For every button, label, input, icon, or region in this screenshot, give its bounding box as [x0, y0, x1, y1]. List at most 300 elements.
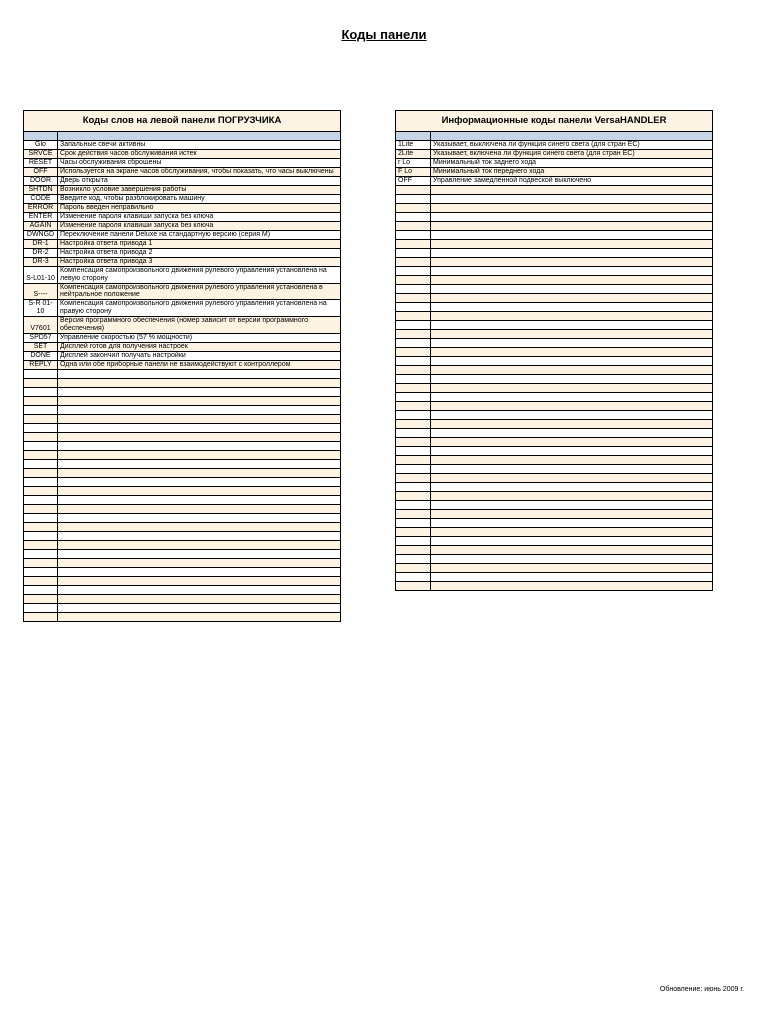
table-row [396, 339, 713, 348]
table-row [24, 504, 341, 513]
description-cell [431, 483, 713, 492]
versahandler-codes-table [395, 110, 713, 591]
table-row [396, 402, 713, 411]
description-cell [431, 276, 713, 285]
code-cell: r Lo [396, 159, 431, 168]
code-cell [24, 396, 58, 405]
code-cell [24, 522, 58, 531]
description-cell: Компенсация самопроизвольного движения рулевого управления установлена в нейтральное положение [58, 283, 341, 300]
code-cell: ENTER [24, 213, 58, 222]
description-cell [431, 267, 713, 276]
table-row [24, 204, 341, 213]
code-cell [396, 402, 431, 411]
table-row [24, 486, 341, 495]
update-note: Обновление: июнь 2009 г. [659, 986, 744, 993]
description-cell [431, 240, 713, 249]
code-cell [396, 267, 431, 276]
table-row [396, 240, 713, 249]
description-cell [58, 369, 341, 378]
table-row [24, 612, 341, 621]
table-row [396, 537, 713, 546]
table-row [396, 168, 713, 177]
description-cell: Настройка ответа привода 3 [58, 258, 341, 267]
code-cell [396, 375, 431, 384]
code-cell [24, 459, 58, 468]
code-cell [396, 456, 431, 465]
code-cell: 2Lite [396, 150, 431, 159]
description-cell [58, 378, 341, 387]
description-cell [431, 384, 713, 393]
table-row [24, 258, 341, 267]
code-cell [24, 495, 58, 504]
description-cell: Используется на экране часов обслуживания, чтобы показать, что часы выключены [58, 168, 341, 177]
table-row [396, 186, 713, 195]
code-cell: DWNGD [24, 231, 58, 240]
table-row [24, 567, 341, 576]
code-cell [396, 303, 431, 312]
description-cell [58, 567, 341, 576]
code-cell [396, 330, 431, 339]
description-cell [431, 546, 713, 555]
description-cell [431, 537, 713, 546]
description-cell [431, 222, 713, 231]
description-cell [58, 495, 341, 504]
code-cell [24, 441, 58, 450]
table-row [396, 141, 713, 150]
table-row [396, 429, 713, 438]
table-row [396, 303, 713, 312]
table-row [396, 312, 713, 321]
code-cell [396, 339, 431, 348]
description-cell [58, 477, 341, 486]
table-row [396, 258, 713, 267]
code-cell [396, 465, 431, 474]
description-cell [58, 396, 341, 405]
table-row [24, 141, 341, 150]
table-row [396, 348, 713, 357]
code-cell [396, 501, 431, 510]
code-cell [24, 594, 58, 603]
description-cell [431, 312, 713, 321]
table-row [396, 564, 713, 573]
code-cell [24, 378, 58, 387]
code-cell [24, 486, 58, 495]
code-cell: F Lo [396, 168, 431, 177]
table-row [396, 222, 713, 231]
code-cell: CODE [24, 195, 58, 204]
table-row [24, 585, 341, 594]
description-cell [431, 528, 713, 537]
description-cell [58, 513, 341, 522]
table-row [24, 168, 341, 177]
description-cell [58, 450, 341, 459]
table-row [24, 213, 341, 222]
description-cell: Управление замедленной подвеской выключено [431, 177, 713, 186]
table-row [396, 438, 713, 447]
code-cell [396, 258, 431, 267]
table-row [24, 316, 341, 333]
table-row [396, 474, 713, 483]
code-cell [396, 231, 431, 240]
description-cell [431, 249, 713, 258]
table-row [24, 396, 341, 405]
page-title: Коды панели [341, 27, 427, 42]
description-cell [58, 468, 341, 477]
code-cell [24, 387, 58, 396]
table-row [396, 573, 713, 582]
description-cell [58, 531, 341, 540]
description-cell: Переключение панели Deluxe на стандартную версию (серия M) [58, 231, 341, 240]
code-cell [396, 393, 431, 402]
code-cell: DR-2 [24, 249, 58, 258]
code-cell [396, 294, 431, 303]
description-cell [431, 321, 713, 330]
description-cell [431, 348, 713, 357]
table-row [24, 468, 341, 477]
description-cell [431, 447, 713, 456]
code-cell: OFF [24, 168, 58, 177]
description-cell [431, 474, 713, 483]
description-cell: Одна или обе приборные панели не взаимодействуют с контроллером [58, 360, 341, 369]
code-cell [24, 612, 58, 621]
table-row [24, 222, 341, 231]
table-row [396, 357, 713, 366]
table-row [396, 555, 713, 564]
code-cell [396, 555, 431, 564]
table-row [396, 465, 713, 474]
description-cell [431, 285, 713, 294]
code-cell [24, 531, 58, 540]
column-header-cell [431, 132, 713, 141]
code-cell [396, 384, 431, 393]
table-row [24, 378, 341, 387]
table-row [24, 477, 341, 486]
code-cell [396, 366, 431, 375]
description-cell: Настройка ответа привода 1 [58, 240, 341, 249]
description-cell: Дверь открыта [58, 177, 341, 186]
table-row [24, 351, 341, 360]
description-cell: Часы обслуживания сброшены [58, 159, 341, 168]
table-row [24, 441, 341, 450]
description-cell: Дисплей готов для получения настроек [58, 342, 341, 351]
table-row [396, 411, 713, 420]
description-cell [58, 585, 341, 594]
column-header-row [396, 132, 713, 141]
table-row [396, 375, 713, 384]
description-cell [58, 387, 341, 396]
table-row [396, 213, 713, 222]
description-cell [431, 429, 713, 438]
description-cell [431, 555, 713, 564]
code-cell: RESET [24, 159, 58, 168]
code-cell [24, 477, 58, 486]
code-cell [24, 414, 58, 423]
table-row [24, 603, 341, 612]
description-cell [58, 594, 341, 603]
description-cell [431, 456, 713, 465]
code-cell: S-L01-10 [24, 267, 58, 284]
description-cell: Введите код, чтобы разблокировать машину [58, 195, 341, 204]
table-row [24, 531, 341, 540]
code-cell: DOOR [24, 177, 58, 186]
description-cell [431, 582, 713, 591]
code-cell [24, 504, 58, 513]
description-cell: Минимальный ток заднего хода [431, 159, 713, 168]
table-row [396, 294, 713, 303]
code-cell [396, 492, 431, 501]
table-row [24, 240, 341, 249]
table-row [24, 177, 341, 186]
table-row [396, 483, 713, 492]
table-row [396, 420, 713, 429]
description-cell [431, 186, 713, 195]
code-cell [396, 420, 431, 429]
description-cell [431, 330, 713, 339]
code-cell: SHTDN [24, 186, 58, 195]
code-cell [24, 450, 58, 459]
description-cell: Компенсация самопроизвольного движения рулевого управления установлена на правую сторону [58, 300, 341, 317]
code-cell [396, 483, 431, 492]
code-cell [396, 447, 431, 456]
table-row [24, 540, 341, 549]
description-cell [431, 294, 713, 303]
description-cell: Управление скоростью (57 % мощности) [58, 333, 341, 342]
code-cell: ERROR [24, 204, 58, 213]
code-cell: DONE [24, 351, 58, 360]
table-row [24, 369, 341, 378]
code-cell [24, 603, 58, 612]
table-row [396, 501, 713, 510]
table-row [396, 330, 713, 339]
description-cell [58, 441, 341, 450]
table-row [396, 159, 713, 168]
description-cell [58, 540, 341, 549]
table-row [396, 150, 713, 159]
code-cell: S---- [24, 283, 58, 300]
description-cell [431, 402, 713, 411]
description-cell [431, 492, 713, 501]
table-row [24, 594, 341, 603]
code-cell [24, 468, 58, 477]
table-row [24, 558, 341, 567]
table-row [24, 159, 341, 168]
code-cell: Glo [24, 141, 58, 150]
column-header-row [24, 132, 341, 141]
description-cell: Изменение пароля клавиши запуска без ключа [58, 222, 341, 231]
code-cell: V7601 [24, 316, 58, 333]
description-cell [58, 549, 341, 558]
table-row [396, 231, 713, 240]
description-cell [58, 432, 341, 441]
code-cell: OFF [396, 177, 431, 186]
code-cell [24, 585, 58, 594]
code-cell [396, 537, 431, 546]
table-row [24, 549, 341, 558]
table-row [24, 195, 341, 204]
description-cell [431, 366, 713, 375]
description-cell [58, 423, 341, 432]
description-cell [431, 231, 713, 240]
code-cell [24, 549, 58, 558]
description-cell: Возникло условие завершения работы [58, 186, 341, 195]
code-cell [396, 348, 431, 357]
code-cell [24, 567, 58, 576]
description-cell [431, 420, 713, 429]
table-row [24, 231, 341, 240]
code-cell [396, 528, 431, 537]
description-cell [431, 375, 713, 384]
code-cell: 1Lite [396, 141, 431, 150]
code-cell [396, 312, 431, 321]
table-row [24, 450, 341, 459]
code-cell [396, 582, 431, 591]
table-row [24, 342, 341, 351]
code-cell [24, 513, 58, 522]
code-cell [24, 432, 58, 441]
description-cell: Компенсация самопроизвольного движения рулевого управления установлена на левую сторону [58, 267, 341, 284]
code-cell [396, 240, 431, 249]
table-row [396, 177, 713, 186]
code-cell [24, 540, 58, 549]
table-row [24, 513, 341, 522]
description-cell: Указывает, выключена ли функция синего света (для стран ЕС) [431, 141, 713, 150]
code-cell [396, 474, 431, 483]
description-cell: Дисплей закончил получать настройки [58, 351, 341, 360]
table-row [396, 456, 713, 465]
left-table-title: Коды слов на левой панели ПОГРУЗЧИКА [24, 111, 341, 132]
code-cell [396, 438, 431, 447]
code-cell [396, 357, 431, 366]
description-cell [431, 303, 713, 312]
description-cell [58, 576, 341, 585]
table-row [24, 186, 341, 195]
description-cell [58, 612, 341, 621]
code-cell [396, 510, 431, 519]
description-cell: Запальные свечи активны [58, 141, 341, 150]
code-cell [396, 411, 431, 420]
table-row [396, 204, 713, 213]
table-row [24, 387, 341, 396]
code-cell [396, 321, 431, 330]
description-cell [431, 195, 713, 204]
table-row [24, 360, 341, 369]
code-cell: DR-3 [24, 258, 58, 267]
description-cell [58, 504, 341, 513]
code-cell [396, 564, 431, 573]
table-row [396, 519, 713, 528]
code-cell: SET [24, 342, 58, 351]
table-row [24, 333, 341, 342]
table-row [396, 582, 713, 591]
code-cell [396, 573, 431, 582]
table-row [396, 267, 713, 276]
description-cell [431, 339, 713, 348]
code-cell [396, 519, 431, 528]
code-cell [396, 195, 431, 204]
table-row [396, 366, 713, 375]
table-row [396, 546, 713, 555]
table-row [396, 285, 713, 294]
table-row [24, 432, 341, 441]
code-cell [24, 576, 58, 585]
description-cell [431, 213, 713, 222]
description-cell [431, 465, 713, 474]
table-row [24, 495, 341, 504]
description-cell [58, 522, 341, 531]
table-row [24, 300, 341, 317]
description-cell [431, 519, 713, 528]
description-cell: Указывает, включена ли функция синего света (для стран ЕС) [431, 150, 713, 159]
code-cell [396, 546, 431, 555]
description-cell [431, 564, 713, 573]
description-cell [431, 573, 713, 582]
table-row [396, 492, 713, 501]
table-row [396, 276, 713, 285]
code-cell [396, 204, 431, 213]
description-cell [431, 438, 713, 447]
description-cell: Версия программного обеспечения (номер зависит от версии программного обеспечения) [58, 316, 341, 333]
table-row [24, 414, 341, 423]
code-cell: SRVCE [24, 150, 58, 159]
description-cell [431, 258, 713, 267]
description-cell: Настройка ответа привода 2 [58, 249, 341, 258]
description-cell [431, 411, 713, 420]
description-cell [58, 459, 341, 468]
table-row [24, 459, 341, 468]
code-cell [396, 222, 431, 231]
code-cell [396, 285, 431, 294]
description-cell [58, 603, 341, 612]
table-row [24, 405, 341, 414]
description-cell [431, 501, 713, 510]
code-cell [396, 276, 431, 285]
table-row [396, 447, 713, 456]
description-cell: Пароль введен неправильно [58, 204, 341, 213]
description-cell [431, 357, 713, 366]
table-row [396, 393, 713, 402]
table-row [24, 150, 341, 159]
table-row [24, 283, 341, 300]
table-row [396, 384, 713, 393]
code-cell [24, 558, 58, 567]
table-row [396, 249, 713, 258]
description-cell [431, 510, 713, 519]
column-header-cell [24, 132, 58, 141]
column-header-cell [396, 132, 431, 141]
description-cell [58, 486, 341, 495]
code-cell: S-R 01-10 [24, 300, 58, 317]
left-panel-codes-table [23, 110, 341, 622]
code-cell [396, 186, 431, 195]
code-cell: REPLY [24, 360, 58, 369]
description-cell [58, 558, 341, 567]
table-row [24, 423, 341, 432]
code-cell [396, 213, 431, 222]
table-row [396, 528, 713, 537]
table-row [396, 510, 713, 519]
description-cell [431, 204, 713, 213]
code-cell [396, 429, 431, 438]
code-cell [24, 369, 58, 378]
code-cell: DR-1 [24, 240, 58, 249]
table-row [24, 267, 341, 284]
code-cell [24, 405, 58, 414]
code-cell [24, 423, 58, 432]
column-header-cell [58, 132, 341, 141]
right-table-title: Информационные коды панели VersaHANDLER [396, 111, 713, 132]
code-cell: SPD57 [24, 333, 58, 342]
description-cell: Минимальный ток переднего хода [431, 168, 713, 177]
